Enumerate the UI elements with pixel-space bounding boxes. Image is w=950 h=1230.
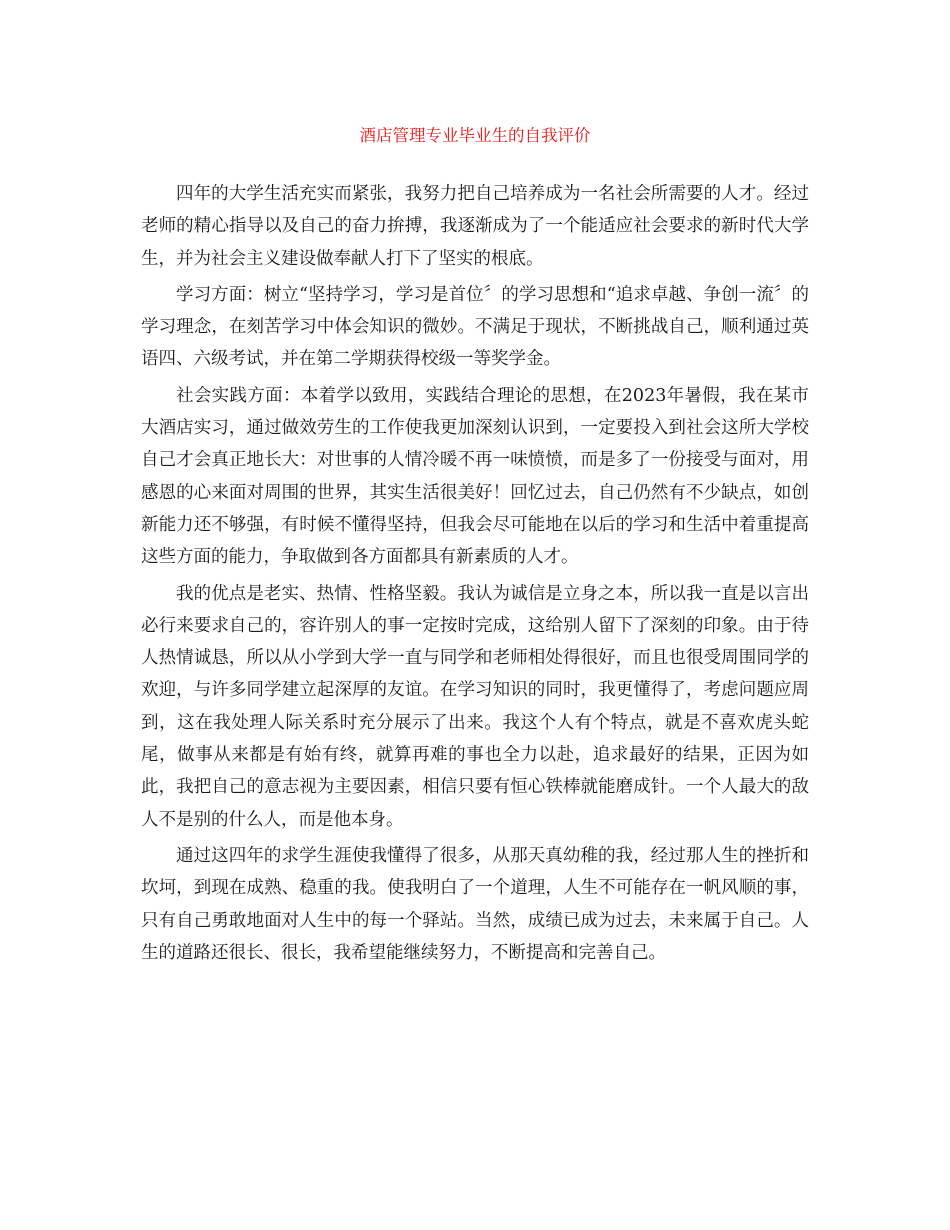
document-title: 酒店管理专业毕业生的自我评价: [359, 126, 591, 145]
paragraph-social-practice: 社会实践方面：本着学以致用，实践结合理论的思想，在2023年暑假，我在某市大酒店实习，通过做效劳生的工作使我更加深刻认识到，一定要投入到社会这所大学校自己才会真正地长大：对世事的人情冷暖不再一味愤愤，而是多了一份接受与面对，用感恩的心来面对周围的世界，其实生活很美好！回忆过去，自己仍然有不少缺点，如创新能力还不够强，有时候不懂得坚持，但我会尽可能地在以后的学习和生活中着重提高这些方面的能力，争取做到各方面都具有新素质的人才。: [141, 385, 809, 568]
paragraph-study: 学习方面：树立“坚持学习，学习是首位〞的学习思想和“追求卓越、争创一流〞的学习理念，在刻苦学习中体会知识的微妙。不满足于现状，不断挑战自己，顺利通过英语四、六级考试，并在第二学期获得校级一等奖学金。: [141, 284, 809, 370]
paragraph-intro: 四年的大学生活充实而紧张，我努力把自己培养成为一名社会所需要的人才。经过老师的精心指导以及自己的奋力拚搏，我逐渐成为了一个能适应社会要求的新时代大学生，并为社会主义建设做奉献人打下了坚实的根底。: [141, 184, 809, 269]
document-body: [141, 178, 809, 973]
paragraph-conclusion: 通过这四年的求学生涯使我懂得了很多，从那天真幼稚的我，经过那人生的挫折和坎坷，到现在成熟、稳重的我。使我明白了一个道理，人生不可能存在一帆风顺的事，只有自己勇敢地面对人生中的每一个驿站。当然，成绩已成为过去，未来属于自己。人生的道路还很长、很长，我希望能继续努力，不断提高和完善自己。: [141, 845, 809, 963]
paragraph-strengths: 我的优点是老实、热情、性格坚毅。我认为诚信是立身之本，所以我一直是以言出必行来要求自己的，容许别人的事一定按时完成，这给别人留下了深刻的印象。由于待人热情诚恳，所以从小学到大学一直与同学和老师相处得很好，而且也很受周围同学的欢迎，与许多同学建立起深厚的友谊。在学习知识的同时，我更懂得了，考虑问题应周到，这在我处理人际关系时充分展示了出来。我这个人有个特点，就是不喜欢虎头蛇尾，做事从来都是有始有终，就算再难的事也全力以赴，追求最好的结果，正因为如此，我把自己的意志视为主要因素，相信只要有恒心铁棒就能磨成针。一个人最大的敌人不是别的什么人，而是他本身。: [141, 583, 809, 830]
